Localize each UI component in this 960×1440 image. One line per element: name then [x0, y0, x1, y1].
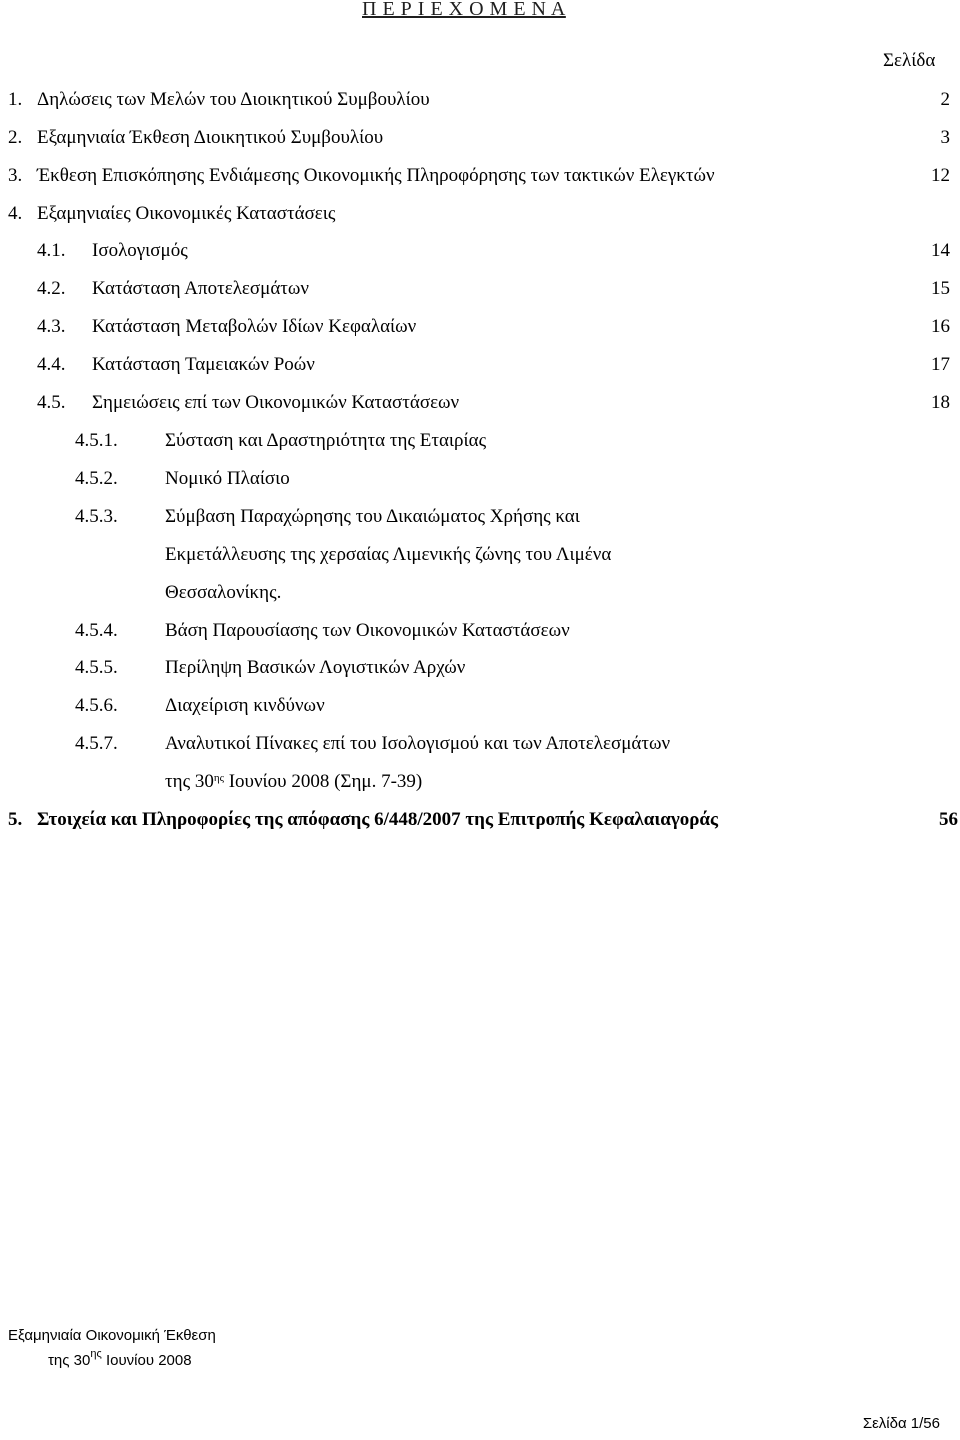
- toc-page: 18: [931, 392, 950, 413]
- toc-number: 4.: [8, 203, 23, 224]
- toc-text: Αναλυτικοί Πίνακες επί του Ισολογισμού και των Αποτελεσμάτων: [165, 733, 671, 754]
- toc-number: 3.: [8, 165, 23, 186]
- toc-text: Εξαμηνιαίες Οικονομικές Καταστάσεις: [37, 203, 336, 224]
- toc-entry[interactable]: [0, 504, 960, 530]
- toc-number: 4.5.5.: [75, 657, 118, 678]
- toc-text: Βάση Παρουσίασης των Οικονομικών Καταστάσεων: [165, 620, 570, 641]
- toc-number: 4.3.: [37, 316, 66, 337]
- toc-entry[interactable]: [0, 87, 960, 113]
- toc-number: 4.5.: [37, 392, 66, 413]
- footer-date: της $30^{\eta\varsigma}$ Ιουνίου 2008: [48, 1348, 192, 1369]
- toc-page: 2: [940, 89, 950, 110]
- toc-text: Σημειώσεις επί των Οικονομικών Καταστάσεων: [92, 392, 460, 413]
- toc-entry-continuation: [0, 769, 960, 795]
- toc-entry-continuation: [0, 542, 960, 568]
- toc-text: Ισολογισμός: [92, 240, 188, 261]
- toc-entry[interactable]: [0, 655, 960, 681]
- toc-number: 4.5.3.: [75, 506, 118, 527]
- page-column-header: Σελίδα: [883, 50, 936, 71]
- toc-page: 56: [939, 809, 958, 830]
- toc-text: Εκμετάλλευσης της χερσαίας Λιμενικής ζώνης του Λιμένα: [165, 544, 612, 565]
- toc-page: 16: [931, 316, 950, 337]
- toc-entry[interactable]: [0, 618, 960, 644]
- toc-entry[interactable]: [0, 314, 960, 340]
- toc-number: 4.4.: [37, 354, 66, 375]
- toc-number: 4.1.: [37, 240, 66, 261]
- toc-number: 1.: [8, 89, 23, 110]
- toc-page: 3: [940, 127, 950, 148]
- toc-page: 15: [931, 278, 950, 299]
- toc-entry[interactable]: [0, 466, 960, 492]
- toc-entry[interactable]: [0, 731, 960, 757]
- toc-entry[interactable]: [0, 201, 960, 227]
- toc-text: Στοιχεία και Πληροφορίες της απόφασης 6/448/2007 της Επιτροπής Κεφαλαιαγοράς: [37, 809, 719, 830]
- toc-text: Θεσσαλονίκης.: [165, 582, 282, 603]
- toc-text: Σύσταση και Δραστηριότητα της Εταιρίας: [165, 430, 487, 451]
- toc-text: Διαχείριση κινδύνων: [165, 695, 325, 716]
- toc-entry[interactable]: [0, 428, 960, 454]
- toc-text: Κατάσταση Μεταβολών Ιδίων Κεφαλαίων: [92, 316, 417, 337]
- toc-text: Έκθεση Επισκόπησης Ενδιάμεσης Οικονομικής Πληροφόρησης των τακτικών Ελεγκτών: [37, 165, 715, 186]
- toc-entry[interactable]: [0, 693, 960, 719]
- toc-number: 4.2.: [37, 278, 66, 299]
- toc-text: Περίληψη Βασικών Λογιστικών Αρχών: [165, 657, 466, 678]
- toc-entry[interactable]: [0, 238, 960, 264]
- toc-number: 5.: [8, 809, 23, 830]
- toc-number: 4.5.4.: [75, 620, 118, 641]
- toc-entry[interactable]: [0, 807, 960, 833]
- toc-entry-continuation: [0, 580, 960, 606]
- toc-entry[interactable]: [0, 276, 960, 302]
- toc-text: Εξαμηνιαία Έκθεση Διοικητικού Συμβουλίου: [37, 127, 384, 148]
- toc-page: 12: [931, 165, 950, 186]
- toc-text: Σύμβαση Παραχώρησης του Δικαιώματος Χρήσης και: [165, 506, 580, 527]
- toc-number: 4.5.1.: [75, 430, 118, 451]
- toc-text: Νομικό Πλαίσιο: [165, 468, 290, 489]
- toc-number: 4.5.2.: [75, 468, 118, 489]
- footer-title: Εξαμηνιαία Οικονομική Έκθεση: [8, 1327, 216, 1344]
- toc-number: 4.5.7.: [75, 733, 118, 754]
- toc-entry[interactable]: [0, 125, 960, 151]
- toc-entry[interactable]: [0, 163, 960, 189]
- toc-page: 14: [931, 240, 950, 261]
- toc-text: Κατάσταση Αποτελεσμάτων: [92, 278, 310, 299]
- footer-page-number: Σελίδα 1/56: [862, 1415, 940, 1432]
- toc-text: Δηλώσεις των Μελών του Διοικητικού Συμβουλίου: [37, 89, 430, 110]
- toc-number: 4.5.6.: [75, 695, 118, 716]
- toc-text: Κατάσταση Ταμειακών Ροών: [92, 354, 315, 375]
- toc-entry[interactable]: [0, 390, 960, 416]
- page-title: Π Ε Ρ Ι Ε Χ Ο Μ Ε Ν Α: [362, 0, 566, 20]
- toc-number: 2.: [8, 127, 23, 148]
- toc-page: 17: [931, 354, 950, 375]
- toc-text: της $30^{\eta\varsigma}$ Ιουνίου 2008 (Σημ. 7-39): [165, 771, 423, 792]
- toc-entry[interactable]: [0, 352, 960, 378]
